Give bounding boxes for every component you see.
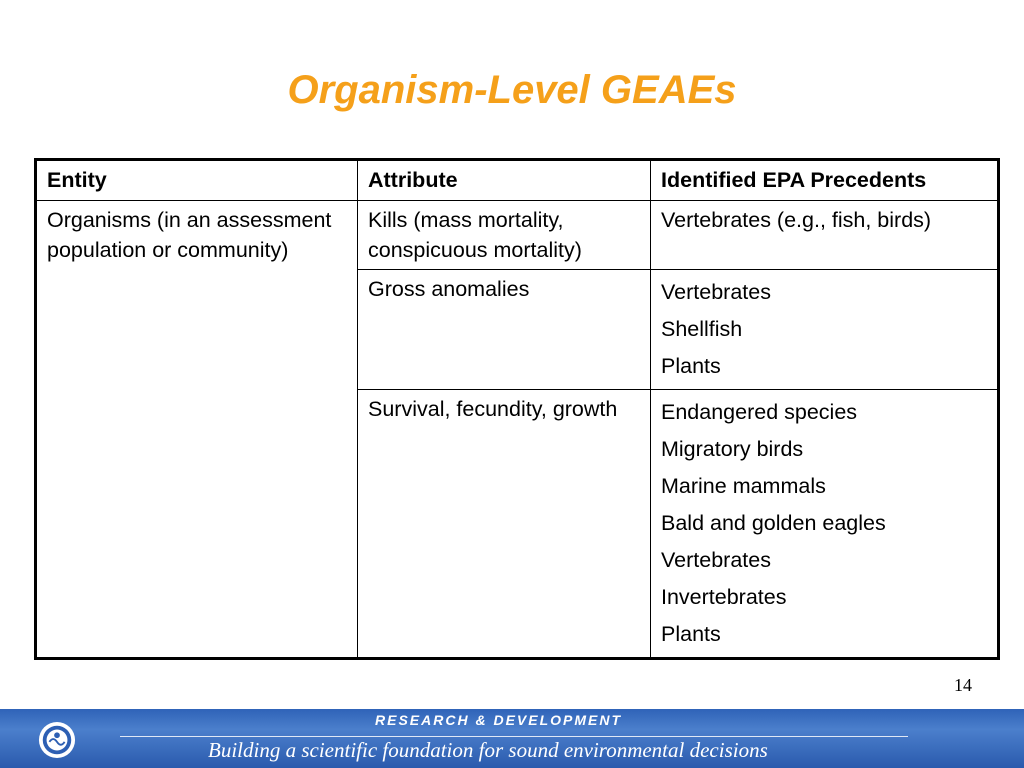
footer-tagline: Building a scientific foundation for sound environmental decisions <box>208 738 768 762</box>
precedent-item: Migratory birds <box>661 437 804 461</box>
header-precedents: Identified EPA Precedents <box>651 160 999 201</box>
precedent-item: Vertebrates <box>661 548 771 572</box>
precedent-item: Invertebrates <box>661 585 787 609</box>
precedent-item: Endangered species <box>661 400 858 424</box>
precedent-item: Shellfish <box>661 317 743 341</box>
precedent-item: Plants <box>661 354 721 378</box>
header-entity: Entity <box>36 160 358 201</box>
precedent-item: Bald and golden eagles <box>661 511 886 535</box>
epa-seal-icon <box>38 721 76 759</box>
page-number: 14 <box>954 675 972 695</box>
footer-band <box>0 709 1024 768</box>
precedent-item: Vertebrates (e.g., fish, birds) <box>661 208 932 232</box>
attribute-cell: Kills (mass mortality, conspicuous mortality) <box>358 201 651 270</box>
attribute-cell: Gross anomalies <box>358 270 651 390</box>
precedent-item: Marine mammals <box>661 474 826 498</box>
slide-title: Organism-Level GEAEs <box>287 68 737 112</box>
precedent-item: Plants <box>661 622 721 646</box>
footer-divider <box>120 736 908 737</box>
table-header-row <box>36 160 999 201</box>
precedents-cell <box>651 390 999 659</box>
precedent-item: Vertebrates <box>661 280 771 304</box>
header-attribute: Attribute <box>358 160 651 201</box>
table-row <box>36 201 999 270</box>
footer-division: RESEARCH & DEVELOPMENT <box>375 712 623 728</box>
precedents-cell <box>651 201 999 270</box>
attribute-cell: Survival, fecundity, growth <box>358 390 651 659</box>
entity-cell: Organisms (in an assessment population or community) <box>36 201 358 659</box>
precedents-cell <box>651 270 999 390</box>
geae-table <box>34 158 1000 660</box>
